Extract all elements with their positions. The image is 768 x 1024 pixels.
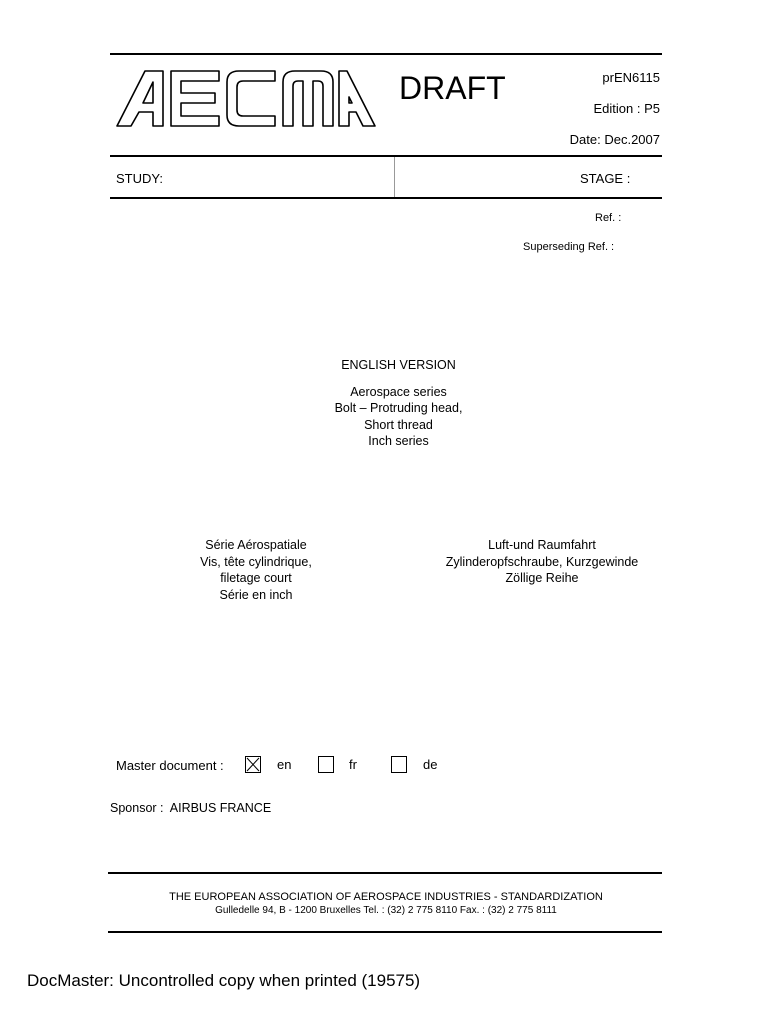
- check-x-icon: [246, 757, 260, 772]
- english-title-line: Short thread: [364, 417, 433, 432]
- english-version-heading: ENGLISH VERSION: [341, 358, 456, 372]
- master-en-label: en: [277, 757, 292, 772]
- master-fr-label: fr: [349, 757, 357, 772]
- stage-label: STAGE :: [580, 171, 631, 186]
- german-title-line: Zöllige Reihe: [505, 571, 579, 585]
- draft-label: DRAFT: [399, 70, 506, 106]
- study-row-top-rule: [110, 155, 662, 157]
- french-title-line: Série Aérospatiale: [205, 538, 307, 552]
- english-title-line: Inch series: [368, 434, 429, 448]
- top-rule: [110, 53, 662, 55]
- master-document-label: Master document :: [116, 758, 224, 773]
- footer-address: Gulledelle 94, B - 1200 Bruxelles Tel. : (32) 2 775 8110 Fax. : (32) 2 775 8111: [215, 905, 557, 916]
- study-row-bottom-rule: [110, 197, 662, 199]
- german-block: [420, 537, 664, 587]
- superseding-ref-label: Superseding Ref. :: [523, 241, 615, 253]
- edition: Edition : P5: [593, 101, 660, 116]
- german-title-line: Luft-und Raumfahrt: [488, 538, 596, 552]
- date: Date: Dec.2007: [569, 132, 660, 147]
- french-title-line: filetage court: [220, 571, 292, 585]
- study-stage-divider: [394, 157, 395, 197]
- aecma-logo: [115, 68, 377, 130]
- french-title-line: Vis, tête cylindrique,: [200, 554, 312, 569]
- footer-top-rule: [108, 872, 662, 874]
- french-title-line: Série en inch: [219, 587, 293, 602]
- sponsor: Sponsor : AIRBUS FRANCE: [110, 801, 272, 815]
- english-title-line: Aerospace series: [350, 384, 447, 399]
- english-title-line: Bolt – Protruding head,: [334, 401, 463, 415]
- footer-bottom-rule: [108, 931, 662, 933]
- master-de-label: de: [423, 757, 438, 772]
- master-de-checkbox[interactable]: [391, 756, 407, 773]
- master-en-checkbox[interactable]: [245, 756, 261, 773]
- ref-label: Ref. :: [595, 212, 622, 224]
- study-label: STUDY:: [116, 171, 163, 186]
- footer-association: THE EUROPEAN ASSOCIATION OF AEROSPACE INDUSTRIES - STANDARDIZATION: [169, 891, 603, 903]
- french-block: [156, 537, 356, 603]
- doc-number: prEN6115: [602, 70, 660, 85]
- english-block: [250, 357, 547, 450]
- german-title-line: Zylinderopfschraube, Kurzgewinde: [445, 554, 639, 569]
- master-fr-checkbox[interactable]: [318, 756, 334, 773]
- docmaster-note: DocMaster: Uncontrolled copy when printed (19575): [27, 971, 421, 990]
